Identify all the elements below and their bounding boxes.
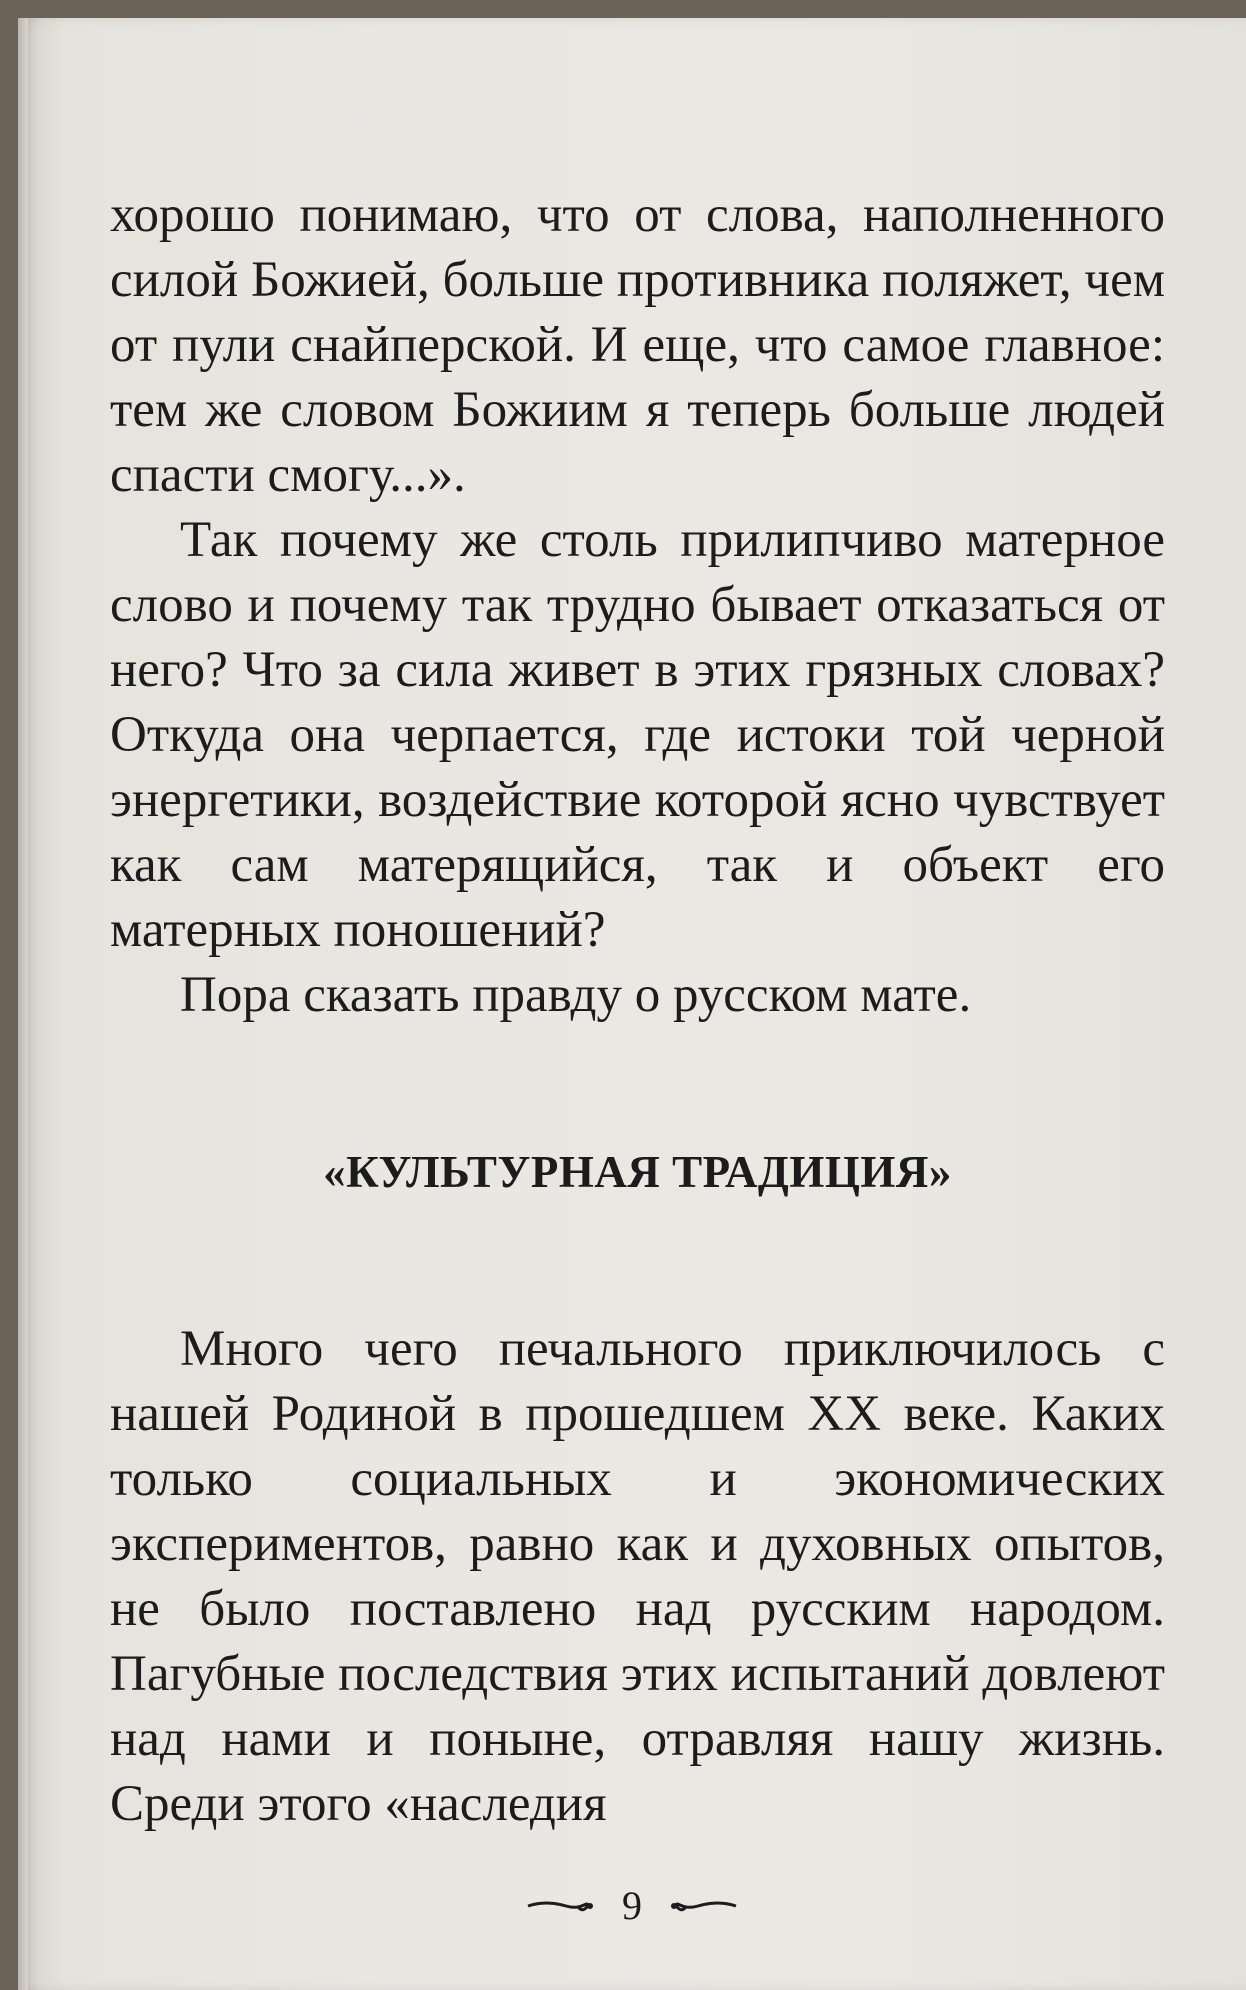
- left-ornament-icon: [526, 1896, 596, 1916]
- page-number: 9: [622, 1883, 642, 1929]
- page-gutter-edge: [18, 18, 28, 1990]
- paragraph-continuation: хорошо понимаю, что от слова, наполненного силой Божией, больше противника поляжет, чем от пули снайперской. И еще, что самое главное: тем же словом Божиим я теперь больше людей спасти смогу...».: [110, 187, 1165, 503]
- paragraph-truth: Пора сказать правду о русском мате.: [180, 967, 972, 1023]
- paragraph-question: Так почему же столь прилипчиво матерное слово и почему так трудно бывает отказаться от него? Что за сила живет в этих грязных словах? Откуда она черпается, где истоки той черной энергетики, воздействие которой ясно чувствует как сам матерящийся, так и объект его матерных поношений?: [110, 512, 1165, 958]
- section-heading: «КУЛЬТУРНАЯ ТРАДИЦИЯ»: [323, 1147, 952, 1197]
- page-folio: [18, 1878, 1246, 1929]
- paragraph-section-start: Много чего печального приключилось с нашей Родиной в прошедшем XX веке. Каких только социальных и экономических экспериментов, равно как и духовных опытов, не было поставлено над русским народом. Пагубные последствия этих испытаний довлеют над нами и поныне, отравляя нашу жизнь. Среди этого «наследия: [110, 1321, 1165, 1832]
- book-page: [18, 18, 1246, 1990]
- page-text: [110, 183, 1165, 1837]
- right-ornament-icon: [668, 1896, 738, 1916]
